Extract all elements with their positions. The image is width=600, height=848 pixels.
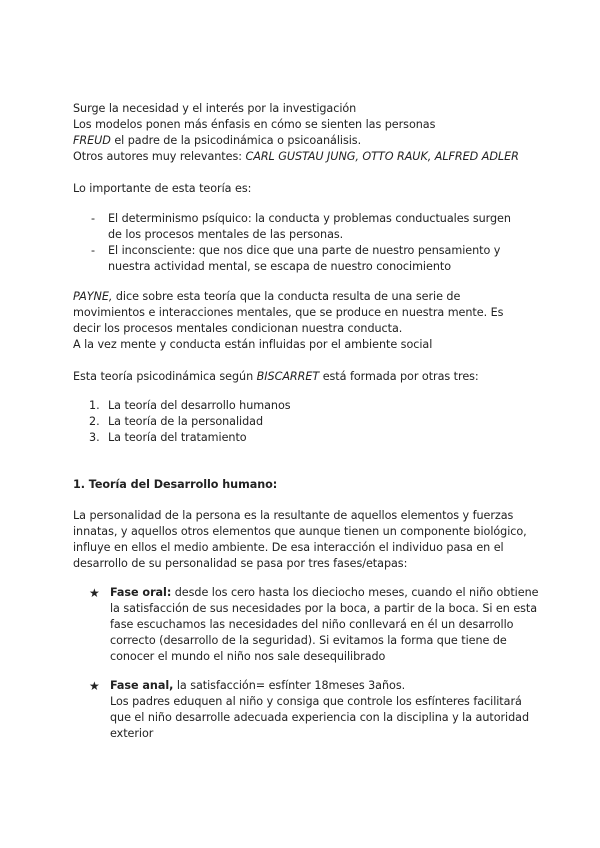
fase-anal-line-2: Los padres eduquen al niño y consiga que controle los esfínteres facilitará [110, 695, 522, 708]
personalidad-line-2: innatas, y aquellos otros elementos que aunque tienen un componente biológico, [73, 525, 527, 538]
fase-oral-line-2: la satisfacción de sus necesidades por la boca, a partir de la boca. Si en esta [110, 602, 538, 615]
bullet-dash-1: - [91, 212, 96, 225]
theory-number-1: 1. [89, 399, 100, 412]
bullet-dash-2: - [91, 244, 96, 257]
fase-anal-line-1 [110, 678, 405, 694]
fase-oral-line-1-text: desde los cero hasta los dieciocho meses, cuando el niño obtiene [171, 586, 539, 599]
personalidad-line-3: influye en ellos el medio ambiente. De esa interacción el individuo pasa en el [73, 541, 504, 554]
section-title: 1. Teoría del Desarrollo humano: [73, 478, 278, 491]
fase-anal-line-4: exterior [110, 727, 154, 740]
fase-oral-line-5: conocer el mundo el niño nos sale desequilibrado [110, 650, 386, 663]
bullet-2-line-1: El inconsciente: que nos dice que una parte de nuestro pensamiento y [108, 244, 501, 257]
otros-names: CARL GUSTAU JUNG, OTTO RAUK, ALFRED ADLER [245, 150, 519, 163]
star-bullet-icon: ★ [89, 679, 100, 693]
payne-line-4: A la vez mente y conducta están influidas por el ambiente social [73, 338, 433, 351]
theory-item-3: La teoría del tratamiento [108, 431, 247, 444]
biscarret-name: BISCARRET [256, 370, 320, 383]
freud-text: el padre de la psicodinámica o psicoanálisis. [110, 134, 362, 147]
personalidad-line-4: desarrollo de su personalidad se pasa por tres fases/etapas: [73, 557, 408, 570]
fase-oral-title: Fase oral: [110, 586, 172, 599]
fase-oral-line-1 [110, 585, 538, 601]
intro-line-1: Surge la necesidad y el interés por la investigación [73, 102, 357, 115]
bullet-2-line-2: nuestra actividad mental, se escapa de nuestro conocimiento [108, 260, 451, 273]
otros-autores-line [73, 149, 519, 165]
freud-line [73, 133, 361, 149]
fase-anal-line-3: que el niño desarrolle adecuada experiencia con la disciplina y la autoridad [110, 711, 530, 724]
theory-number-3: 3. [89, 431, 100, 444]
payne-name: PAYNE, [73, 290, 113, 303]
bullet-1-line-2: de los procesos mentales de las personas. [108, 228, 344, 241]
theory-number-2: 2. [89, 415, 100, 428]
theory-item-1: La teoría del desarrollo humanos [108, 399, 291, 412]
biscarret-line [73, 369, 479, 385]
otros-lead: Otros autores muy relevantes: [73, 150, 246, 163]
payne-line-3: decir los procesos mentales condicionan nuestra conducta. [73, 322, 403, 335]
fase-oral-line-3: fase escuchamos las necesidades del niño conllevará en él un desarrollo [110, 618, 514, 631]
freud-name: FREUD [73, 134, 111, 147]
fase-anal-line-1-text: la satisfacción= esfínter 18meses 3años. [173, 679, 406, 692]
payne-line-1-text: dice sobre esta teoría que la conducta resulta de una serie de [112, 290, 461, 303]
fase-anal-title: Fase anal, [110, 679, 174, 692]
personalidad-line-1: La personalidad de la persona es la resultante de aquellos elementos y fuerzas [73, 509, 514, 522]
payne-line-1 [73, 289, 460, 305]
biscarret-before: Esta teoría psicodinámica según [73, 370, 257, 383]
payne-line-2: movimientos e interacciones mentales, que se produce en nuestra mente. Es [73, 306, 504, 319]
importante-line: Lo importante de esta teoría es: [73, 182, 252, 195]
star-bullet-icon: ★ [89, 586, 100, 600]
biscarret-after: está formada por otras tres: [319, 370, 479, 383]
intro-line-2: Los modelos ponen más énfasis en cómo se sienten las personas [73, 118, 436, 131]
fase-oral-line-4: correcto (desarrollo de la seguridad). Si evitamos la forma que tiene de [110, 634, 507, 647]
bullet-1-line-1: El determinismo psíquico: la conducta y problemas conductuales surgen [108, 212, 511, 225]
theory-item-2: La teoría de la personalidad [108, 415, 264, 428]
